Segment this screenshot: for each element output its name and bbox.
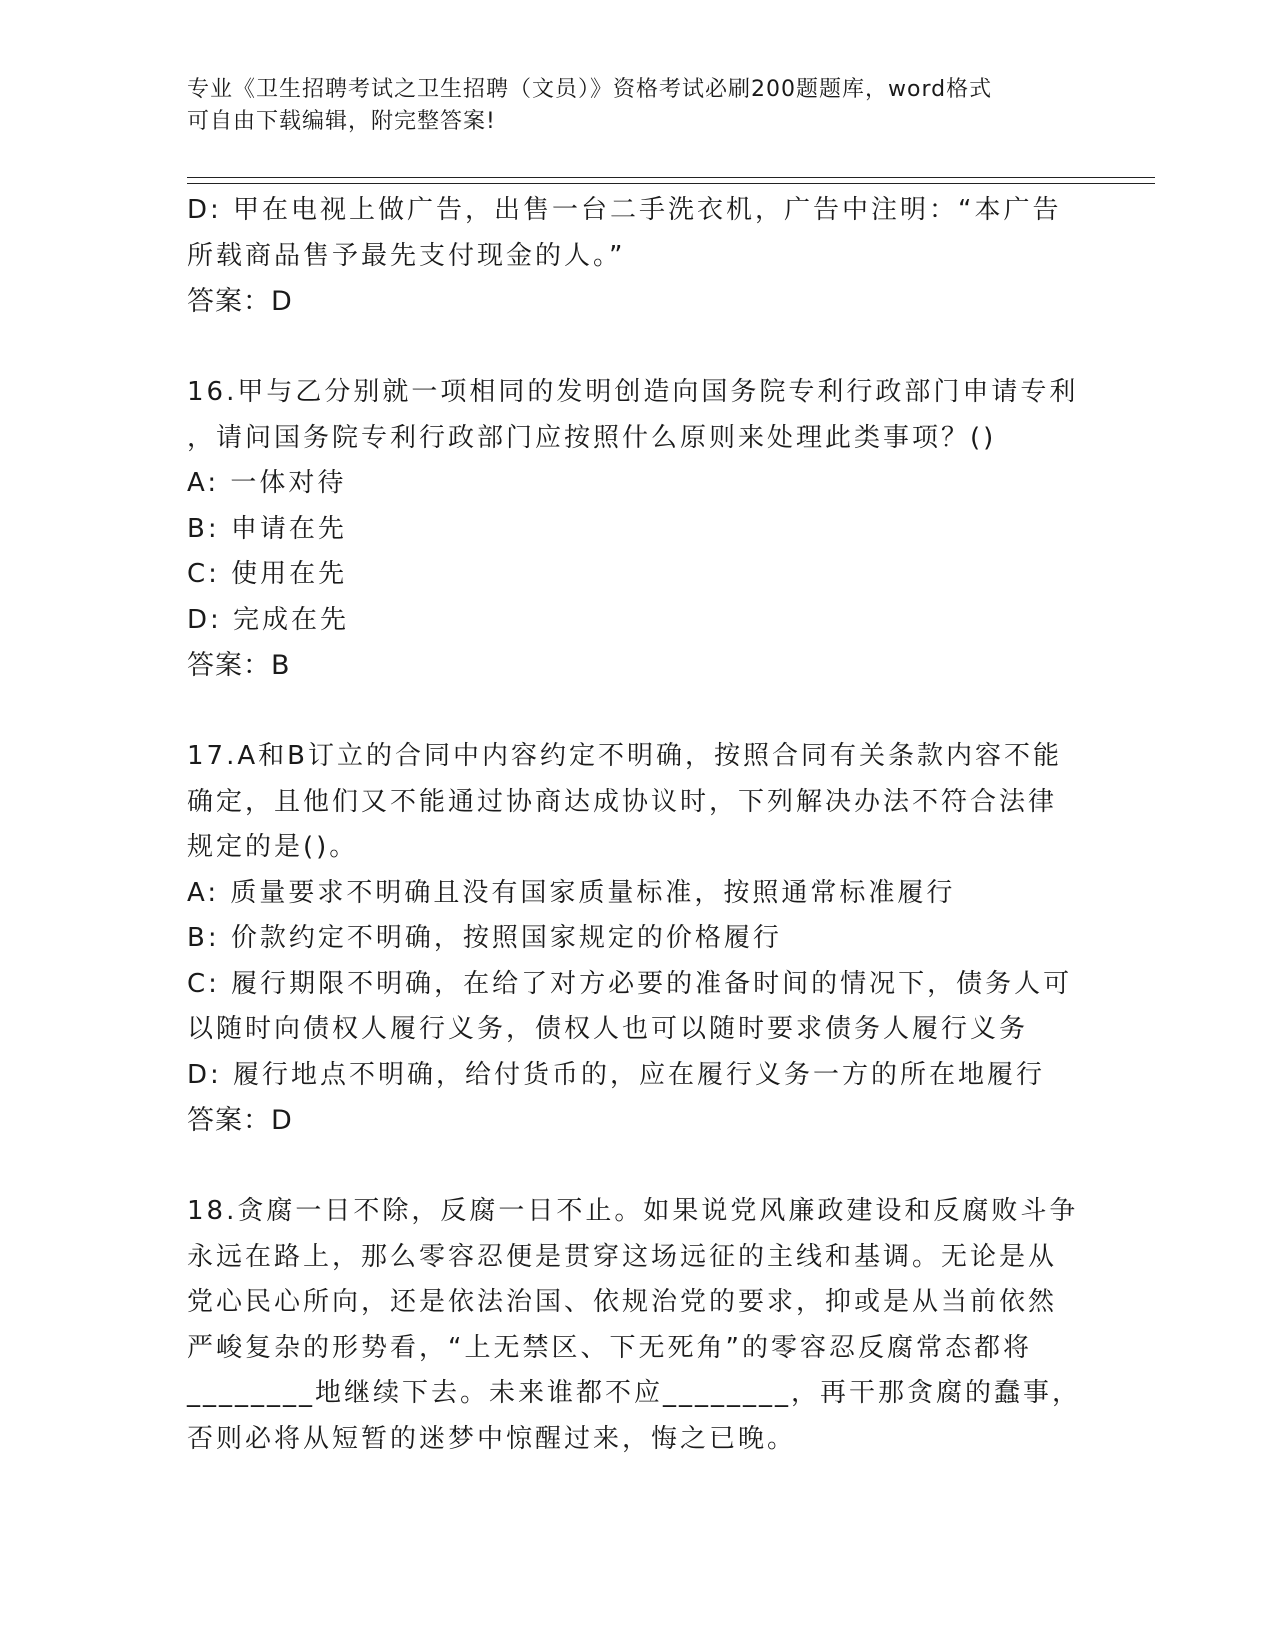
header-line-1: 专业《卫生招聘考试之卫生招聘（文员）》资格考试必刷200题题库，word格式	[187, 77, 993, 102]
question-17	[187, 734, 1087, 1144]
spacer	[187, 325, 1087, 371]
q15-answer: 答案：D	[187, 286, 293, 317]
q18-stem-line-6: 否则必将从短暂的迷梦中惊醒过来，悔之已晚。	[187, 1423, 797, 1454]
q17-stem-line-1: 17.A和B订立的合同中内容约定不明确，按照合同有关条款内容不能	[187, 741, 1062, 771]
question-18	[187, 1189, 1087, 1462]
q17-option-b: B: 价款约定不明确，按照国家规定的价格履行	[187, 923, 782, 953]
q17-stem-line-3: 规定的是()。	[187, 832, 359, 862]
q16-option-a: A: 一体对待	[187, 468, 347, 498]
q17-option-d: D: 履行地点不明确，给付货币的，应在履行义务一方的所在地履行	[187, 1059, 1046, 1090]
spacer	[187, 689, 1087, 735]
header-line-2: 可自由下载编辑，附完整答案!	[187, 109, 496, 134]
q18-stem-line-5: ________地继续下去。未来谁都不应________，再干那贪腐的蠢事，	[187, 1378, 1082, 1408]
q16-option-c: C: 使用在先	[187, 559, 348, 589]
q15-option-d-line-1: D: 甲在电视上做广告，出售一台二手洗衣机，广告中注明：“本广告	[187, 195, 1062, 225]
q18-stem-line-3: 党心民心所向，还是依法治国、依规治党的要求，抑或是从当前依然	[187, 1287, 1058, 1317]
question-16	[187, 370, 1087, 689]
spacer	[187, 1144, 1087, 1190]
q15-option-d-line-2: 所载商品售予最先支付现金的人。”	[187, 240, 626, 271]
document-body	[187, 188, 1087, 1462]
q17-option-a: A: 质量要求不明确且没有国家质量标准，按照通常标准履行	[187, 877, 956, 908]
document-header	[187, 74, 1087, 138]
q17-option-c-line-1: C: 履行期限不明确，在给了对方必要的准备时间的情况下，债务人可	[187, 968, 1073, 999]
q16-stem-line-1: 16.甲与乙分别就一项相同的发明创造向国务院专利行政部门申请专利	[187, 377, 1079, 407]
q17-option-c-line-2: 以随时向债权人履行义务，债权人也可以随时要求债务人履行义务	[187, 1014, 1029, 1044]
q16-answer: 答案：B	[187, 650, 291, 681]
question-15	[187, 188, 1087, 325]
q18-stem-line-4: 严峻复杂的形势看，“上无禁区、下无死角”的零容忍反腐常态都将	[187, 1332, 1032, 1363]
q17-answer: 答案：D	[187, 1105, 293, 1136]
q18-stem-line-1: 18.贪腐一日不除，反腐一日不止。如果说党风廉政建设和反腐败斗争	[187, 1196, 1079, 1226]
q17-stem-line-2: 确定，且他们又不能通过协商达成协议时，下列解决办法不符合法律	[187, 786, 1058, 817]
q16-stem-line-2: ，请问国务院专利行政部门应按照什么原则来处理此类事项？()	[187, 422, 997, 453]
header-divider-bottom	[187, 183, 1155, 184]
q16-option-d: D: 完成在先	[187, 604, 350, 635]
header-divider-top	[187, 177, 1155, 178]
q18-stem-line-2: 永远在路上，那么零容忍便是贯穿这场远征的主线和基调。无论是从	[187, 1241, 1058, 1272]
q16-option-b: B: 申请在先	[187, 513, 347, 544]
